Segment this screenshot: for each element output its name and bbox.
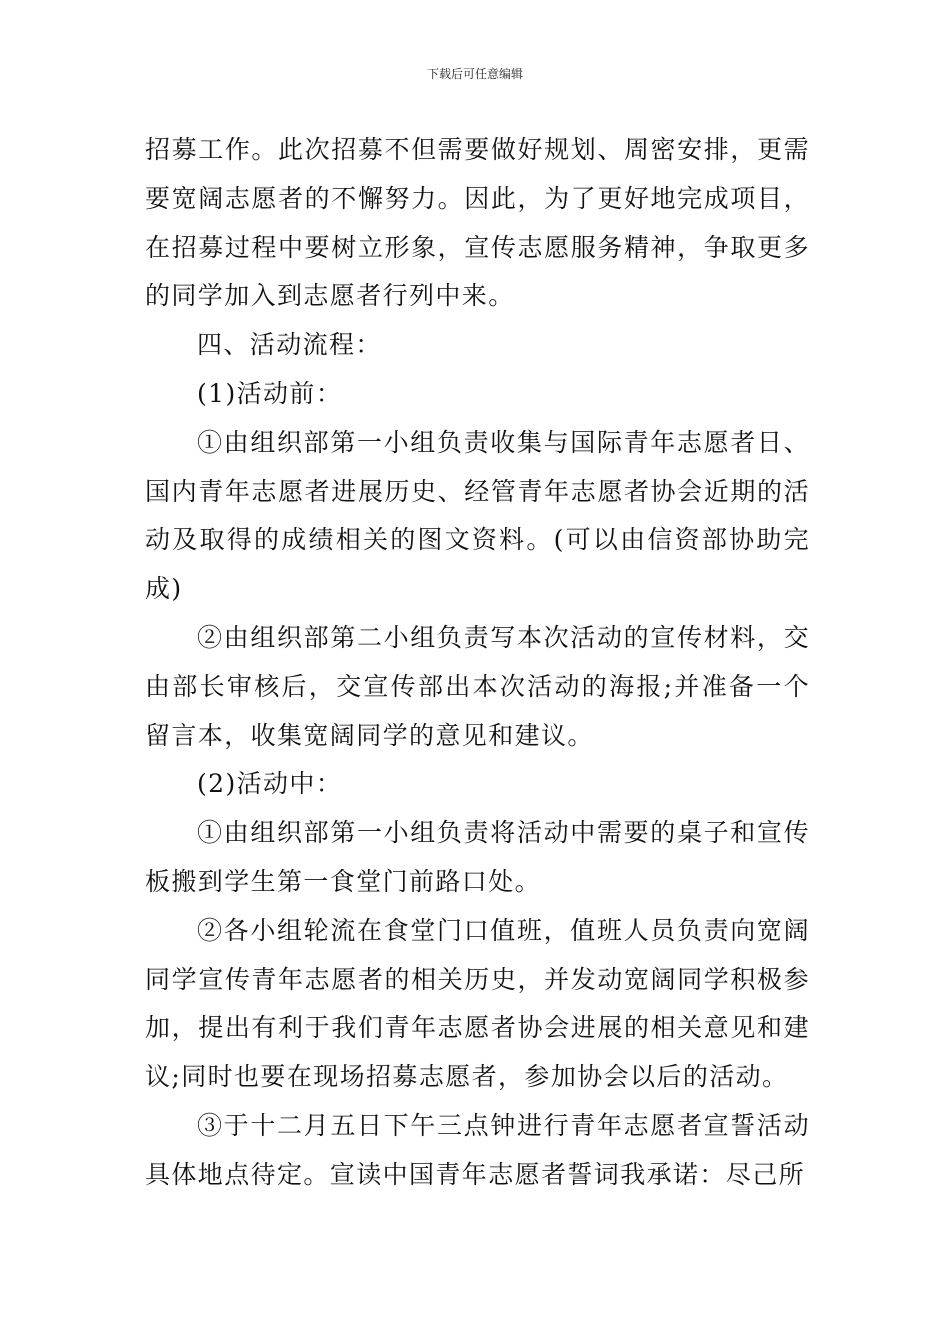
paragraph-before-item-2: ②由组织部第二小组负责写本次活动的宣传材料，交由部长审核后，交宣传部出本次活动的海报;并准备一个留言本，收集宽阔同学的意见和建议。: [145, 622, 810, 750]
document-body: [145, 126, 810, 1200]
subheading-during-activity: (2)活动中：: [197, 769, 343, 799]
subheading-before-activity: (1)活动前：: [197, 378, 343, 408]
header-note: 下载后可任意编辑: [426, 67, 523, 81]
paragraph-during-item-1: ①由组织部第一小组负责将活动中需要的桌子和宣传板搬到学生第一食堂门前路口处。: [145, 818, 810, 896]
paragraph-before-item-1: ①由组织部第一小组负责收集与国际青年志愿者日、国内青年志愿者进展历史、经管青年志愿者协会近期的活动及取得的成绩相关的图文资料。(可以由信资部协助完成): [145, 427, 810, 604]
section-heading-process: 四、活动流程：: [197, 330, 382, 360]
paragraph-during-item-3: ③于十二月五日下午三点钟进行青年志愿者宣誓活动具体地点待定。宣读中国青年志愿者誓词我承诺：尽己所: [145, 1110, 810, 1189]
paragraph-during-item-2: ②各小组轮流在食堂门口值班，值班人员负责向宽阔同学宣传青年志愿者的相关历史，并发动宽阔同学积极参加，提出有利于我们青年志愿者协会进展的相关意见和建议;同时也要在现场招募志愿者，参加协会以后的活动。: [145, 915, 810, 1092]
paragraph-recruitment: 招募工作。此次招募不但需要做好规划、周密安排，更需要宽阔志愿者的不懈努力。因此，为了更好地完成项目，在招募过程中要树立形象，宣传志愿服务精神，争取更多的同学加入到志愿者行列中来。: [145, 135, 810, 311]
